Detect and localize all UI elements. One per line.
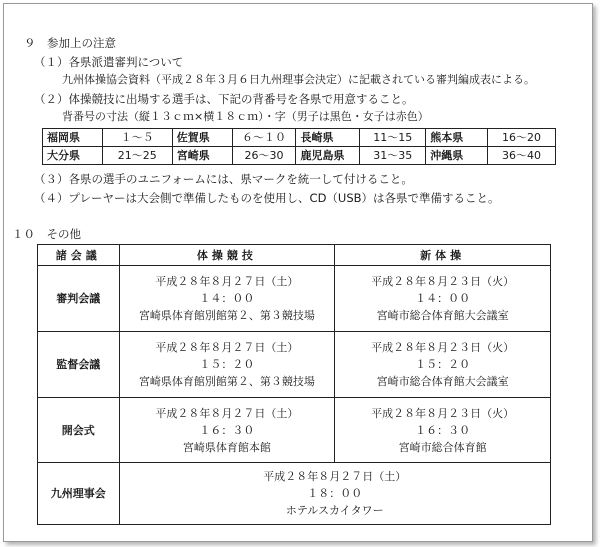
gymnastics-schedule	[119, 398, 335, 463]
section-9-title: ９ 参加上の注意	[24, 36, 116, 50]
document-page	[3, 3, 593, 542]
place-text: 宮崎市総合体育館大会議室	[376, 309, 509, 322]
table-row	[43, 147, 556, 165]
item-1-body: 九州体操協会資料（平成２８年３月６日九州理事会決定）に記載されている審判編成表による。	[62, 73, 535, 86]
table-row	[38, 332, 551, 398]
place-text: 宮崎県体育館別館第２、第３競技場	[138, 309, 315, 322]
number-range-cell: 16～20	[488, 129, 556, 147]
meeting-name: 九州理事会	[38, 463, 120, 525]
item-1-heading: （１）各県派遣審判について	[34, 55, 184, 69]
time-text: １６：３０	[199, 423, 255, 437]
prefecture-cell: 沖縄県	[426, 147, 488, 165]
meeting-name: 開会式	[38, 398, 120, 463]
time-text: １８：００	[307, 487, 363, 500]
table-row	[38, 398, 551, 463]
time-text: １５：２０	[199, 358, 255, 371]
date-text: 平成２８年８月２７日（土）	[155, 275, 299, 288]
meeting-name: 審判会議	[38, 266, 120, 332]
item-4: （４）プレーヤーは大会側で準備したものを使用し、CD（USB）は各県で準備すること。	[34, 191, 500, 205]
board-schedule	[119, 463, 550, 525]
date-text: 平成２８年８月２７日（土）	[155, 341, 299, 354]
prefecture-cell: 熊本県	[426, 129, 488, 147]
time-text: １６：３０	[415, 423, 471, 437]
prefecture-cell: 鹿児島県	[296, 147, 360, 165]
rhythmic-schedule	[335, 266, 551, 332]
place-text: 宮崎市総合体育館大会議室	[376, 375, 509, 388]
number-range-cell: 26～30	[232, 147, 296, 165]
number-range-cell: 21～25	[102, 147, 172, 165]
table-row	[38, 266, 551, 332]
number-range-cell: ６～１０	[232, 129, 296, 147]
prefecture-cell: 佐賀県	[172, 129, 232, 147]
number-range-cell: 36～40	[488, 147, 556, 165]
section-10-title: １０ その他	[12, 227, 81, 241]
time-text: １４：００	[199, 292, 255, 305]
place-text: 宮崎県体育館別館第２、第３競技場	[138, 375, 315, 388]
table-row	[38, 463, 551, 525]
uniform-number-table	[42, 128, 556, 165]
rhythmic-schedule	[335, 332, 551, 398]
number-range-cell: 31～35	[360, 147, 426, 165]
place-text: 宮崎市総合体育館	[398, 440, 487, 454]
date-text: 平成２８年８月２７日（土）	[263, 470, 407, 483]
number-range-cell: １～５	[102, 129, 172, 147]
date-text: 平成２８年８月２３日（火）	[371, 406, 515, 420]
number-range-cell: 11～15	[360, 129, 426, 147]
header-gymnastics: 体操競技	[119, 245, 335, 266]
item-3: （３）各県の選手のユニフォームには、県マークを統一して付けること。	[34, 172, 413, 186]
item-2-heading: （２）体操競技に出場する選手は、下記の背番号を各県で用意すること。	[34, 92, 414, 106]
header-rhythmic: 新体操	[335, 245, 551, 266]
meeting-name: 監督会議	[38, 332, 120, 398]
item-2-body: 背番号の寸法（縦１３ｃｍ×横１８ｃｍ）・字（男子は黒色・女子は赤色）	[62, 110, 429, 123]
place-text: 宮崎県体育館本館	[182, 440, 271, 454]
header-meetings: 諸会議	[38, 245, 120, 266]
place-text: ホテルスカイタワー	[285, 504, 384, 517]
date-text: 平成２８年８月２３日（火）	[371, 275, 515, 288]
date-text: 平成２８年８月２３日（火）	[371, 341, 515, 354]
rhythmic-schedule	[335, 398, 551, 463]
prefecture-cell: 福岡県	[43, 129, 103, 147]
prefecture-cell: 大分県	[43, 147, 103, 165]
date-text: 平成２８年８月２７日（土）	[155, 406, 299, 420]
table-row	[43, 129, 556, 147]
gymnastics-schedule	[119, 266, 335, 332]
time-text: １４：００	[415, 292, 471, 305]
gymnastics-schedule	[119, 332, 335, 398]
time-text: １５：２０	[415, 358, 471, 371]
prefecture-cell: 宮崎県	[172, 147, 232, 165]
table-header-row	[38, 245, 551, 266]
prefecture-cell: 長崎県	[296, 129, 360, 147]
meetings-table	[37, 244, 551, 525]
